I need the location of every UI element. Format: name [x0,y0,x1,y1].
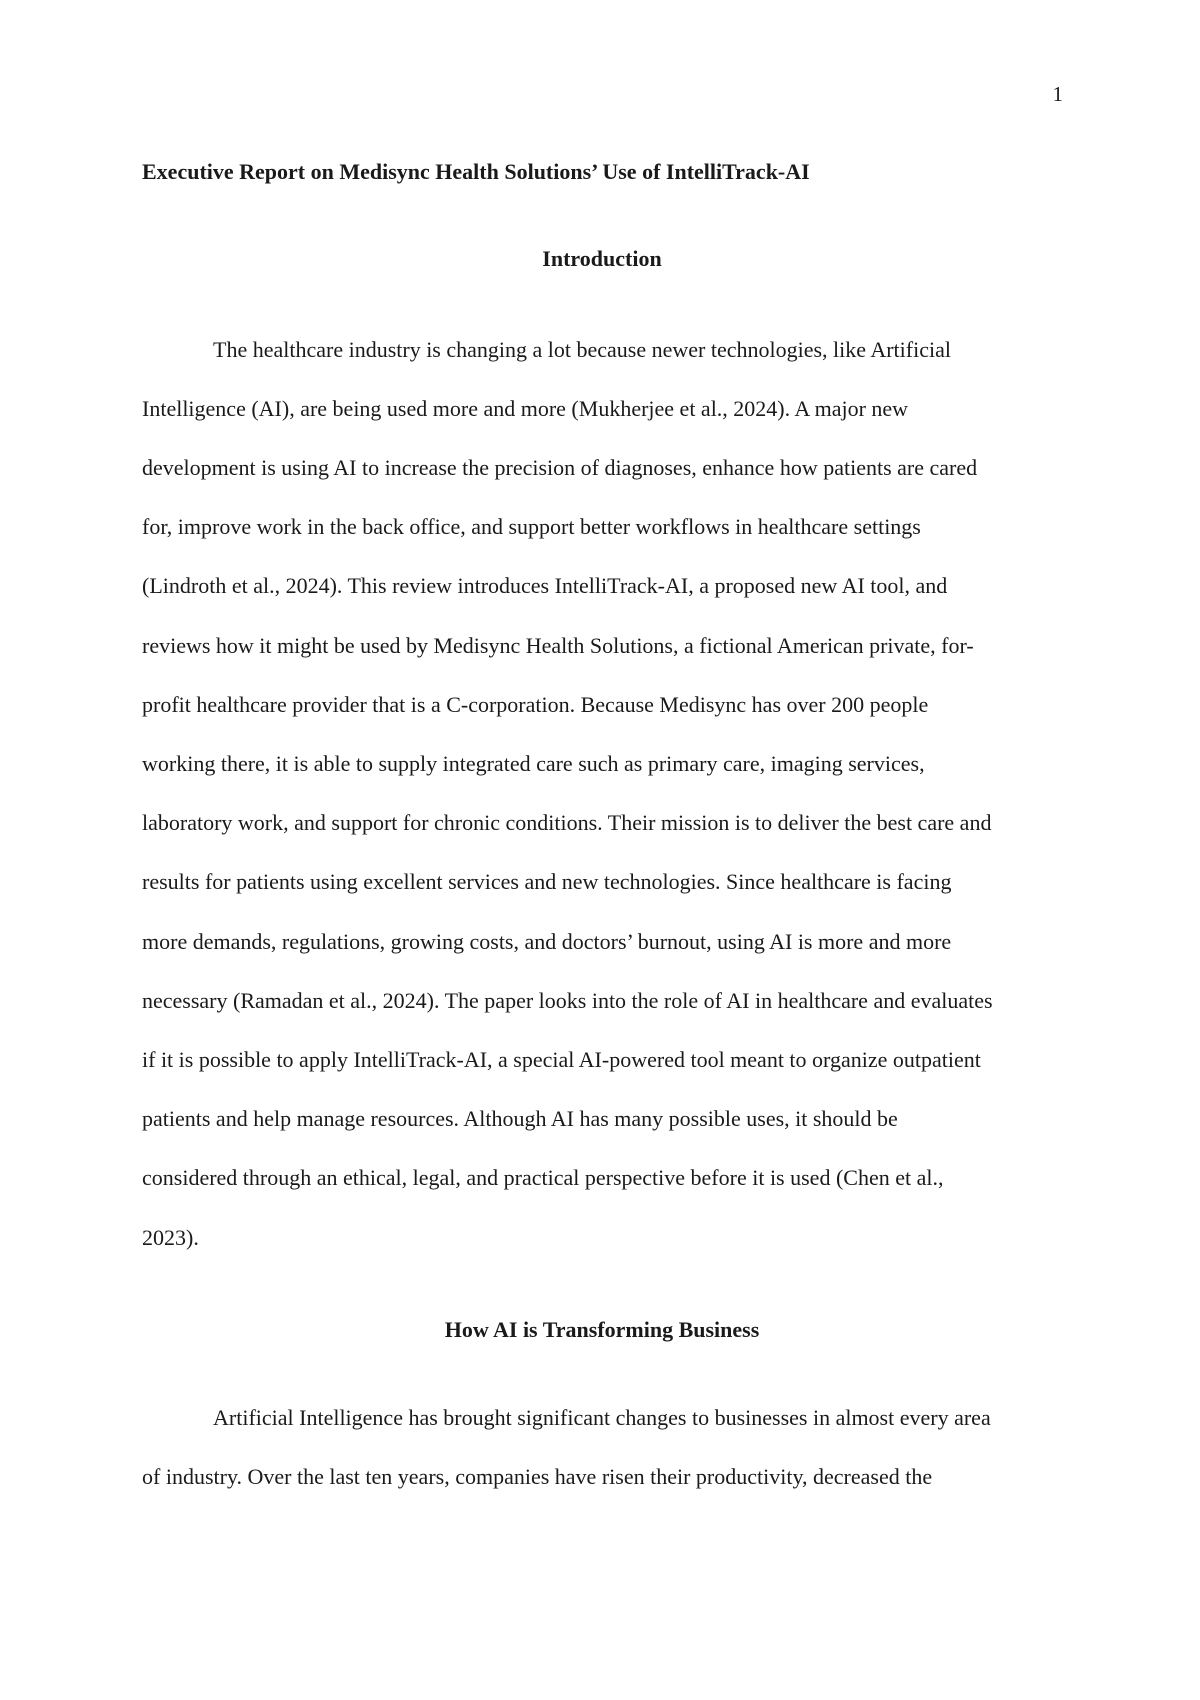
paragraph-line: necessary (Ramadan et al., 2024). The paper looks into the role of AI in healthcare and evaluates [142,988,993,1013]
section-heading-ai-transforming-business: How AI is Transforming Business [444,1317,760,1342]
section-heading-introduction: Introduction [542,246,662,271]
report-title: Executive Report on Medisync Health Solutions’ Use of IntelliTrack-AI [142,159,810,184]
paragraph-line: reviews how it might be used by Medisync Health Solutions, a fictional American private, for- [142,633,974,658]
paragraph-line: Intelligence (AI), are being used more and more (Mukherjee et al., 2024). A major new [142,396,909,421]
paragraph-line: if it is possible to apply IntelliTrack-AI, a special AI-powered tool meant to organize outpatient [142,1047,981,1072]
paragraph-line: working there, it is able to supply integrated care such as primary care, imaging services, [142,751,925,776]
paragraph-line: considered through an ethical, legal, and practical perspective before it is used (Chen et al., [142,1165,944,1190]
paragraph-line: for, improve work in the back office, and support better workflows in healthcare settings [142,514,921,539]
paragraph-line: Artificial Intelligence has brought significant changes to businesses in almost every area [213,1405,991,1430]
paragraph-line: more demands, regulations, growing costs, and doctors’ burnout, using AI is more and more [142,929,952,954]
paragraph-line: The healthcare industry is changing a lot because newer technologies, like Artificial [213,337,951,362]
paragraph-line: development is using AI to increase the precision of diagnoses, enhance how patients are cared [142,455,978,480]
paragraph-line: 2023). [142,1225,199,1250]
paragraph-line: laboratory work, and support for chronic conditions. Their mission is to deliver the best care and [142,810,992,835]
paragraph-line: results for patients using excellent services and new technologies. Since healthcare is facing [142,869,952,894]
paragraph-line: (Lindroth et al., 2024). This review introduces IntelliTrack-AI, a proposed new AI tool, and [142,573,948,598]
paragraph-line: of industry. Over the last ten years, companies have risen their productivity, decreased the [142,1464,933,1489]
page-number: 1 [1052,82,1063,106]
paragraph-line: patients and help manage resources. Although AI has many possible uses, it should be [142,1106,898,1131]
paragraph-line: profit healthcare provider that is a C-corporation. Because Medisync has over 200 people [142,692,929,717]
